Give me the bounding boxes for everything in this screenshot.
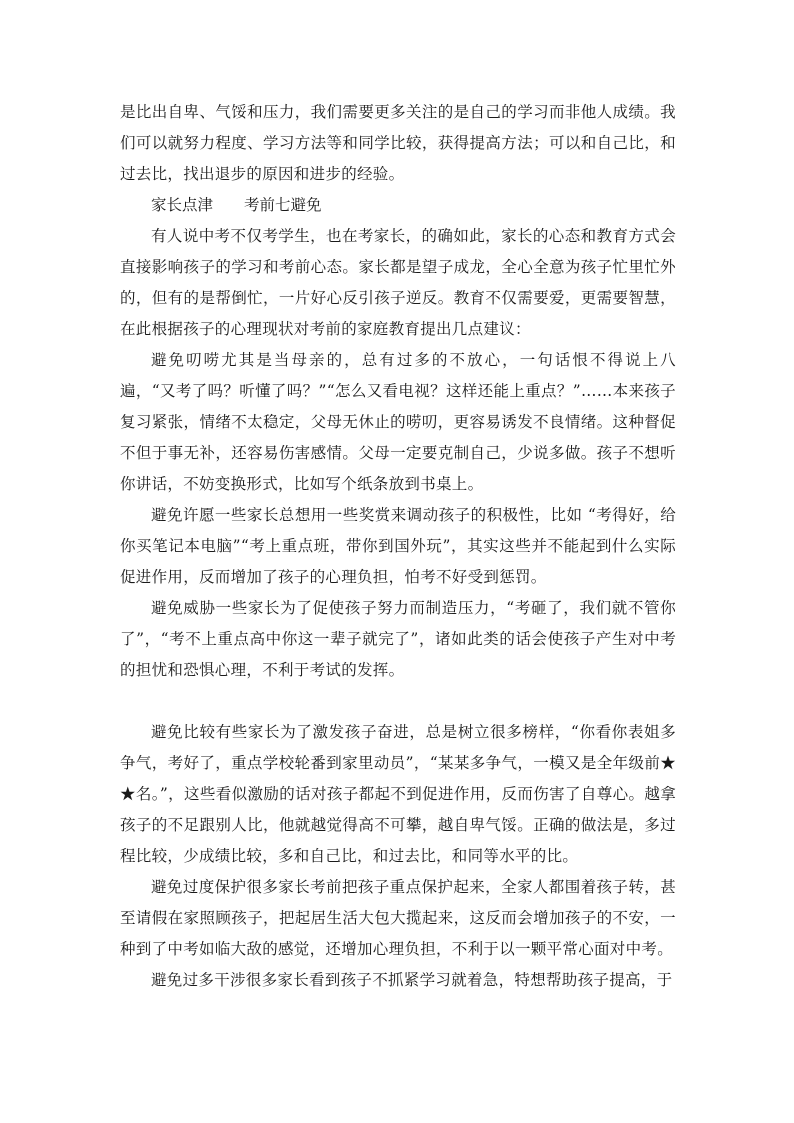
- section-title: 考前七避免: [244, 196, 322, 214]
- section-heading: [120, 190, 676, 221]
- paragraph-avoid-nagging: 避免叨唠尤其是当母亲的，总有过多的不放心，一句话恨不得说上八遍，“又考了吗？听懂了吗？”“怎么又看电视？这样还能上重点？”……本来孩子复习紧张，情绪不太稳定，父母无休止的唠叨，更容易诱发不良情绪。这种督促不但于事无补，还容易伤害感情。父母一定要克制自己，少说多做。孩子不想听你讲话，不妨变换形式，比如写个纸条放到书桌上。: [120, 351, 676, 493]
- paragraph-avoid-interference: 避免过多干涉很多家长看到孩子不抓紧学习就着急，特想帮助孩子提高，于: [151, 971, 673, 989]
- paragraph-avoid-threats: 避免威胁一些家长为了促使孩子努力而制造压力，“考砸了，我们就不管你了”，“考不上重点高中你这一辈子就完了”，诸如此类的话会使孩子产生对中考的担忧和恐惧心理，不利于考试的发挥。: [120, 599, 676, 679]
- paragraph-gap: [120, 686, 676, 717]
- intro-continuation-paragraph: 是比出自卑、气馁和压力，我们需要更多关注的是自己的学习而非他人成绩。我们可以就努力程度、学习方法等和同学比较，获得提高方法；可以和自己比，和过去比，找出退步的原因和进步的经验。: [120, 103, 676, 183]
- document-body: [120, 97, 676, 996]
- paragraph-intro: 有人说中考不仅考学生，也在考家长，的确如此，家长的心态和教育方式会直接影响孩子的学习和考前心态。家长都是望子成龙，全心全意为孩子忙里忙外的，但有的是帮倒忙，一片好心反引孩子逆反。教育不仅需要爱，更需要智慧，在此根据孩子的心理现状对考前的家庭教育提出几点建议：: [120, 227, 676, 338]
- paragraph-avoid-promises: 避免许愿一些家长总想用一些奖赏来调动孩子的积极性，比如 “考得好，给你买笔记本电脑”“考上重点班，带你到国外玩”，其实这些并不能起到什么实际促进作用，反而增加了孩子的心理负担，怕考不好受到惩罚。: [120, 506, 676, 586]
- paragraph-avoid-comparison: 避免比较有些家长为了激发孩子奋进，总是树立很多榜样，“你看你表姐多争气，考好了，重点学校轮番到家里动员”，“某某多争气，一模又是全年级前★★名。”，这些看似激励的话对孩子都起不到促进作用，反而伤害了自尊心。越拿孩子的不足跟别人比，他就越觉得高不可攀，越自卑气馁。正确的做法是，多过程比较，少成绩比较，多和自己比，和过去比，和同等水平的比。: [120, 723, 676, 865]
- paragraph-avoid-overprotection: 避免过度保护很多家长考前把孩子重点保护起来，全家人都围着孩子转，甚至请假在家照顾孩子，把起居生活大包大揽起来，这反而会增加孩子的不安，一种到了中考如临大敌的感觉，还增加心理负担，不利于以一颗平常心面对中考。: [120, 878, 676, 958]
- section-label: 家长点津: [151, 196, 214, 214]
